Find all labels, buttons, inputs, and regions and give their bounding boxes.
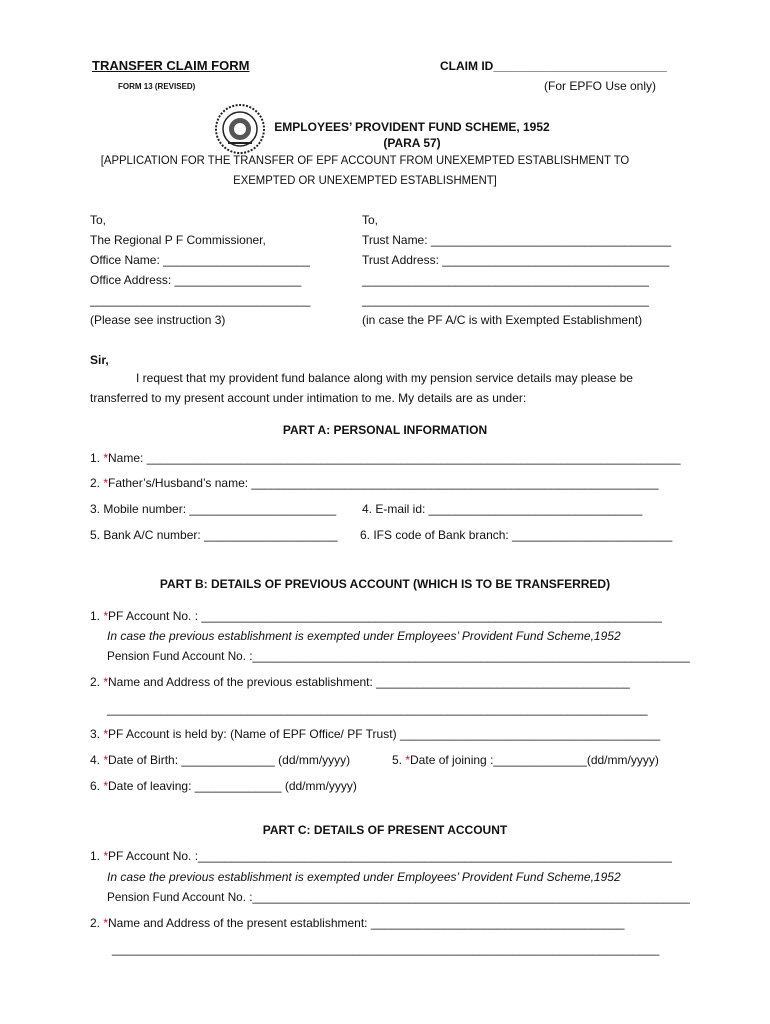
right-exempted-note: (in case the PF A/C is with Exempted Establishment) <box>362 313 643 327</box>
trust-address-line-2[interactable]: ___________________________________________ <box>362 273 649 287</box>
part-c-heading: PART C: DETAILS OF PRESENT ACCOUNT <box>262 823 508 837</box>
present-establishment-field[interactable] <box>90 916 624 930</box>
required-star: * <box>103 753 109 767</box>
required-star: * <box>103 451 109 465</box>
application-line-2: EXEMPTED OR UNEXEMPTED ESTABLISHMENT] <box>233 173 497 187</box>
scheme-title: EMPLOYEES’ PROVIDENT FUND SCHEME, 1952 <box>274 120 550 134</box>
pres-estab-num: 2. <box>90 916 104 930</box>
date-of-joining-field[interactable] <box>392 753 659 767</box>
pres-pf-label: PF Account No. :_______________________________________________________________________ <box>108 849 672 863</box>
dol-num: 6. <box>90 779 104 793</box>
previous-establishment-field[interactable] <box>90 675 630 689</box>
prev-pf-num: 1. <box>90 609 104 623</box>
date-of-birth-field[interactable] <box>90 753 350 767</box>
mobile-number-field[interactable]: 3. Mobile number: ______________________ <box>90 502 337 516</box>
epfo-emblem-icon <box>214 103 266 155</box>
held-label: PF Account is held by: (Name of EPF Office/ PF Trust) _______________________________________ <box>108 727 661 741</box>
required-star: * <box>103 916 109 930</box>
previous-exempt-note: In case the previous establishment is exempted under Employees’ Provident Fund Scheme,1952 <box>107 629 621 643</box>
form-number: FORM 13 (REVISED) <box>118 82 196 91</box>
trust-address-line-3[interactable]: ___________________________________________ <box>362 293 649 307</box>
left-commissioner: The Regional P F Commissioner, <box>90 233 266 247</box>
trust-name-field[interactable]: Trust Name: ____________________________________ <box>362 233 672 247</box>
pf-held-by-field[interactable] <box>90 727 660 741</box>
office-address-line-2[interactable]: _________________________________ <box>90 293 311 307</box>
doj-num: 5. <box>392 753 406 767</box>
required-star: * <box>103 727 109 741</box>
required-star: * <box>103 779 109 793</box>
para-ref: (PARA 57) <box>383 136 441 150</box>
letter-body-line-2: transferred to my present account under intimation to me. My details are as under: <box>90 391 527 405</box>
dob-label: Date of Birth: ______________ (dd/mm/yyyy) <box>108 753 351 767</box>
name-field[interactable] <box>90 451 681 465</box>
required-star: * <box>103 609 109 623</box>
ifsc-field[interactable]: 6. IFS code of Bank branch: ________________________ <box>360 528 673 542</box>
epfo-use-note: (For EPFO Use only) <box>544 79 657 93</box>
father-label: Father’s/Husband’s name: _____________________________________________________________ <box>108 476 659 490</box>
prev-pf-label: PF Account No. : _____________________________________________________________________ <box>108 609 662 623</box>
previous-pension-account-field[interactable]: Pension Fund Account No. :___________________________________________________________________ <box>107 649 690 663</box>
required-star: * <box>405 753 411 767</box>
required-star: * <box>103 675 109 689</box>
claim-id-field[interactable]: CLAIM ID__________________________ <box>440 59 667 73</box>
office-name-field[interactable]: Office Name: ______________________ <box>90 253 310 267</box>
office-address-field[interactable]: Office Address: ___________________ <box>90 273 302 287</box>
left-to: To, <box>90 213 107 227</box>
salutation: Sir, <box>90 353 109 367</box>
bank-account-field[interactable]: 5. Bank A/C number: ____________________ <box>90 528 338 542</box>
dob-num: 4. <box>90 753 104 767</box>
letter-body-line-1: I request that my provident fund balance along with my pension service details may please be <box>136 371 633 385</box>
present-pf-account-field[interactable] <box>90 849 672 863</box>
date-of-leaving-field[interactable] <box>90 779 357 793</box>
present-establishment-line-2[interactable]: __________________________________________________________________________________ <box>112 942 660 956</box>
name-label: Name: ________________________________________________________________________________ <box>108 451 681 465</box>
doj-label: Date of joining :______________(dd/mm/yyyy) <box>410 753 659 767</box>
part-b-heading: PART B: DETAILS OF PREVIOUS ACCOUNT (WHICH IS TO BE TRANSFERRED) <box>159 577 611 591</box>
part-a-heading: PART A: PERSONAL INFORMATION <box>282 423 488 437</box>
prev-estab-num: 2. <box>90 675 104 689</box>
father-num: 2. <box>90 476 104 490</box>
prev-estab-label: Name and Address of the previous establishment: ______________________________________ <box>108 675 630 689</box>
present-exempt-note: In case the previous establishment is exempted under Employees’ Provident Fund Scheme,1952 <box>107 870 621 884</box>
required-star: * <box>103 476 109 490</box>
pres-pf-num: 1. <box>90 849 104 863</box>
required-star: * <box>103 849 109 863</box>
email-field[interactable]: 4. E-mail id: ________________________________ <box>362 502 643 516</box>
application-line-1: [APPLICATION FOR THE TRANSFER OF EPF ACCOUNT FROM UNEXEMPTED ESTABLISHMENT TO <box>100 153 630 167</box>
left-instruction-note: (Please see instruction 3) <box>90 313 226 327</box>
father-husband-name-field[interactable] <box>90 476 659 490</box>
previous-establishment-line-2[interactable]: _________________________________________________________________________________ <box>107 702 648 716</box>
right-to: To, <box>362 213 379 227</box>
dol-label: Date of leaving: _____________ (dd/mm/yyyy) <box>108 779 357 793</box>
trust-address-field[interactable]: Trust Address: __________________________________ <box>362 253 670 267</box>
form-title: TRANSFER CLAIM FORM <box>92 58 250 73</box>
previous-pf-account-field[interactable] <box>90 609 662 623</box>
pres-estab-label: Name and Address of the present establishment: ______________________________________ <box>108 916 625 930</box>
held-num: 3. <box>90 727 104 741</box>
name-num: 1. <box>90 451 104 465</box>
present-pension-account-field[interactable]: Pension Fund Account No. :___________________________________________________________________ <box>107 890 690 904</box>
